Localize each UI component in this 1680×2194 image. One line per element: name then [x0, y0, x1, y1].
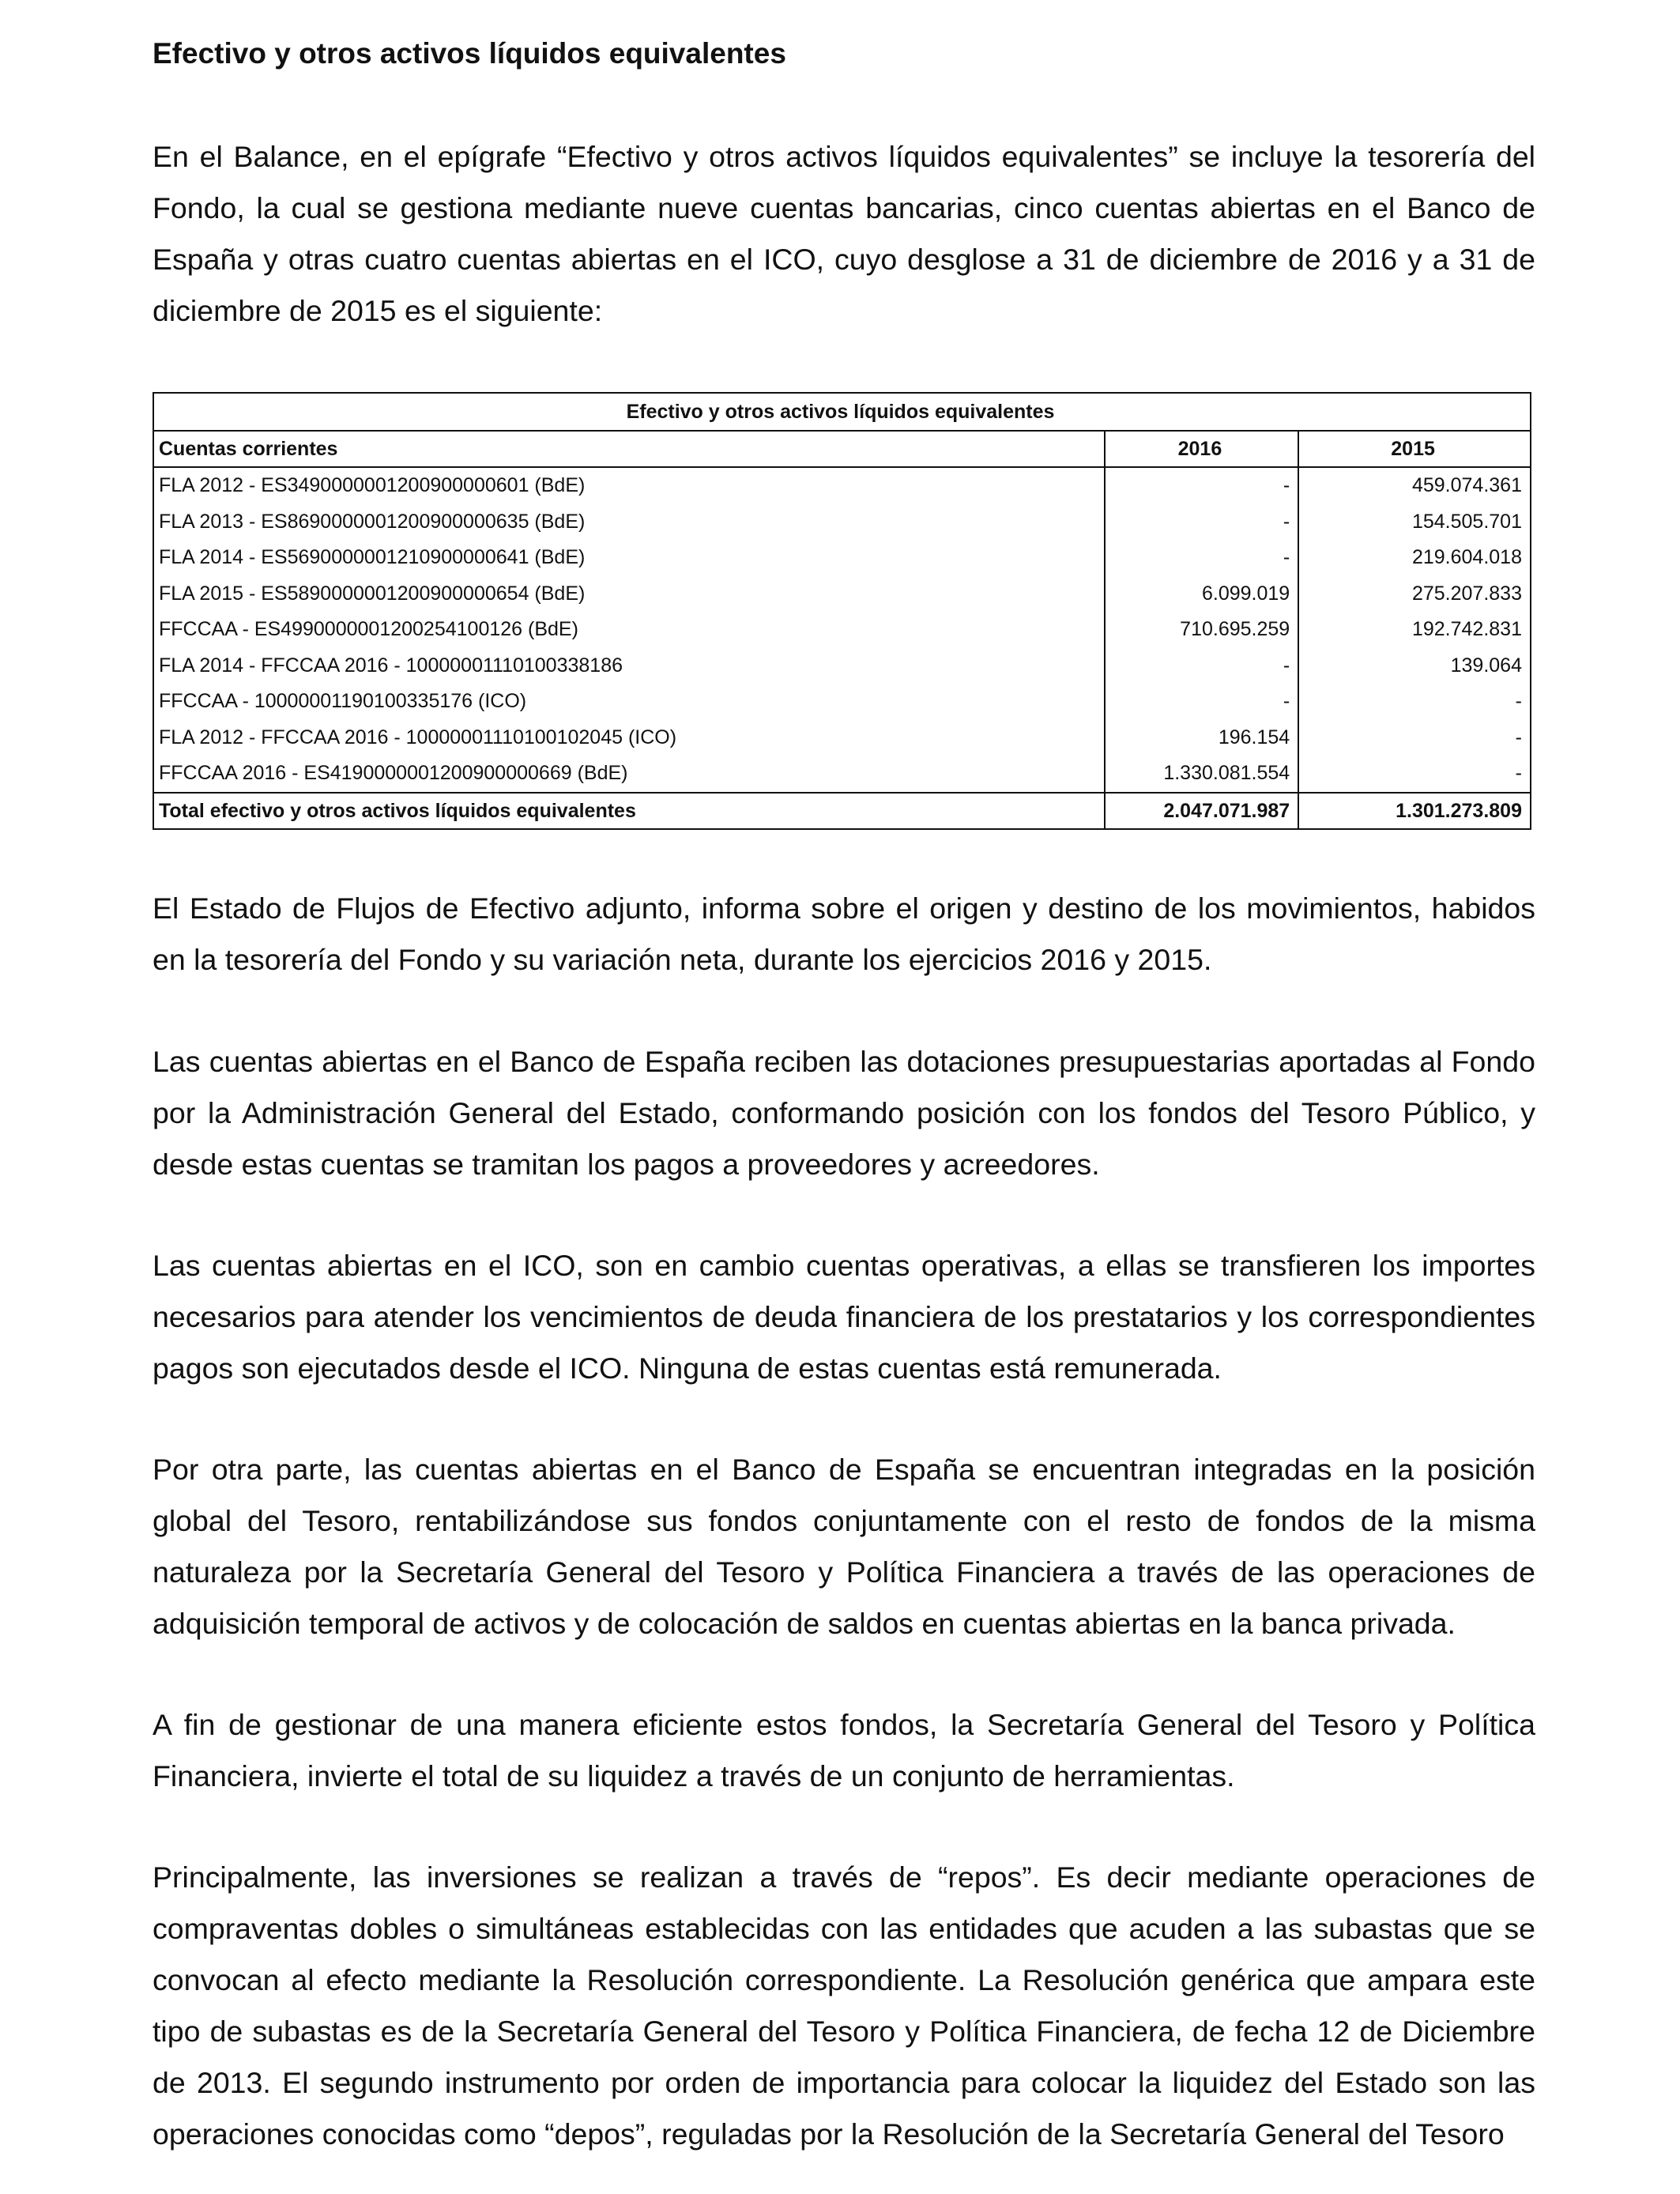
header-accounts: Cuentas corrientes [153, 431, 1105, 467]
section-heading: Efectivo y otros activos líquidos equivalentes [153, 37, 786, 70]
ico-accounts-paragraph: Las cuentas abiertas en el ICO, son en cambio cuentas operativas, a ellas se transfieren los importes necesarios para atender los vencimientos de deuda financiera de los prestatarios y los correspondientes pagos son ejecutados desde el ICO. Ninguna de estas cuentas está remunerada. [153, 1249, 1535, 1385]
row-label: FLA 2014 - ES5690000001210900000641 (BdE) [153, 540, 1105, 576]
bank-of-spain-paragraph: Las cuentas abiertas en el Banco de España reciben las dotaciones presupuestarias aportadas al Fondo por la Administración General del Estado, conformando posición con los fondos del Tesoro Público, y desde estas cuentas se tramitan los pagos a proveedores y acreedores. [153, 1045, 1535, 1181]
row-label: FLA 2015 - ES5890000001200900000654 (BdE) [153, 576, 1105, 613]
row-value-2015: 275.207.833 [1298, 576, 1531, 613]
total-label: Total efectivo y otros activos líquidos equivalentes [153, 793, 1105, 829]
table-row [153, 648, 1531, 684]
row-value-2016: 6.099.019 [1105, 576, 1299, 613]
table-row [153, 467, 1531, 504]
table-row [153, 540, 1531, 576]
table-row [153, 504, 1531, 541]
row-value-2016: - [1105, 684, 1299, 720]
row-value-2015: - [1298, 756, 1531, 793]
row-value-2015: - [1298, 684, 1531, 720]
table-header-row [153, 431, 1531, 467]
cash-flow-paragraph: El Estado de Flujos de Efectivo adjunto, informa sobre el origen y destino de los movimientos, habidos en la tesorería del Fondo y su variación neta, durante los ejercicios 2016 y 2015. [153, 892, 1535, 976]
row-value-2015: 139.064 [1298, 648, 1531, 684]
row-value-2016: 196.154 [1105, 720, 1299, 756]
header-2015: 2015 [1298, 431, 1531, 467]
table-row [153, 612, 1531, 648]
row-label: FLA 2012 - ES3490000001200900000601 (BdE) [153, 467, 1105, 504]
row-label: FLA 2012 - FFCCAA 2016 - 10000001110100102045 (ICO) [153, 720, 1105, 756]
row-value-2016: - [1105, 540, 1299, 576]
row-value-2015: 459.074.361 [1298, 467, 1531, 504]
row-value-2016: - [1105, 648, 1299, 684]
intro-paragraph: En el Balance, en el epígrafe “Efectivo y otros activos líquidos equivalentes” se incluye la tesorería del Fondo, la cual se gestiona mediante nueve cuentas bancarias, cinco cuentas abiertas en el Banco de España y otras cuatro cuentas abiertas en el ICO, cuyo desglose a 31 de diciembre de 2016 y a 31 de diciembre de 2015 es el siguiente: [153, 140, 1535, 327]
table-title-row [153, 393, 1531, 431]
row-value-2016: 1.330.081.554 [1105, 756, 1299, 793]
row-label: FFCCAA - 10000001190100335176 (ICO) [153, 684, 1105, 720]
row-label: FLA 2013 - ES8690000001200900000635 (BdE) [153, 504, 1105, 541]
total-value-2016: 2.047.071.987 [1105, 793, 1299, 829]
cash-equivalents-table [153, 392, 1531, 830]
row-value-2016: 710.695.259 [1105, 612, 1299, 648]
treasury-position-paragraph: Por otra parte, las cuentas abiertas en el Banco de España se encuentran integradas en la posición global del Tesoro, rentabilizándose sus fondos conjuntamente con el resto de fondos de la misma naturaleza por la Secretaría General del Tesoro y Política Financiera a través de las operaciones de adquisición temporal de activos y de colocación de saldos en cuentas abiertas en la banca privada. [153, 1453, 1535, 1640]
cash-table-wrapper [153, 392, 1531, 830]
table-title: Efectivo y otros activos líquidos equivalentes [153, 393, 1531, 431]
header-2016: 2016 [1105, 431, 1299, 467]
row-label: FFCCAA 2016 - ES4190000001200900000669 (BdE) [153, 756, 1105, 793]
row-value-2016: - [1105, 467, 1299, 504]
row-value-2015: 192.742.831 [1298, 612, 1531, 648]
table-row [153, 720, 1531, 756]
row-label: FFCCAA - ES4990000001200254100126 (BdE) [153, 612, 1105, 648]
table-row [153, 576, 1531, 613]
row-value-2015: 219.604.018 [1298, 540, 1531, 576]
row-value-2016: - [1105, 504, 1299, 541]
table-total-row [153, 793, 1531, 829]
row-label: FLA 2014 - FFCCAA 2016 - 10000001110100338186 [153, 648, 1105, 684]
row-value-2015: - [1298, 720, 1531, 756]
table-row [153, 684, 1531, 720]
repos-paragraph: Principalmente, las inversiones se realizan a través de “repos”. Es decir mediante operaciones de compraventas dobles o simultáneas establecidas con las entidades que acuden a las subastas que se convocan al efecto mediante la Resolución correspondiente. La Resolución genérica que ampara este tipo de subastas es de la Secretaría General del Tesoro y Política Financiera, de fecha 12 de Diciembre de 2013. El segundo instrumento por orden de importancia para colocar la liquidez del Estado son las operaciones conocidas como “depos”, reguladas por la Resolución de la Secretaría General del Tesoro [153, 1860, 1535, 2151]
liquidity-tools-paragraph: A fin de gestionar de una manera eficiente estos fondos, la Secretaría General del Tesoro y Política Financiera, invierte el total de su liquidez a través de un conjunto de herramientas. [153, 1708, 1535, 1793]
row-value-2015: 154.505.701 [1298, 504, 1531, 541]
table-row [153, 756, 1531, 793]
total-value-2015: 1.301.273.809 [1298, 793, 1531, 829]
